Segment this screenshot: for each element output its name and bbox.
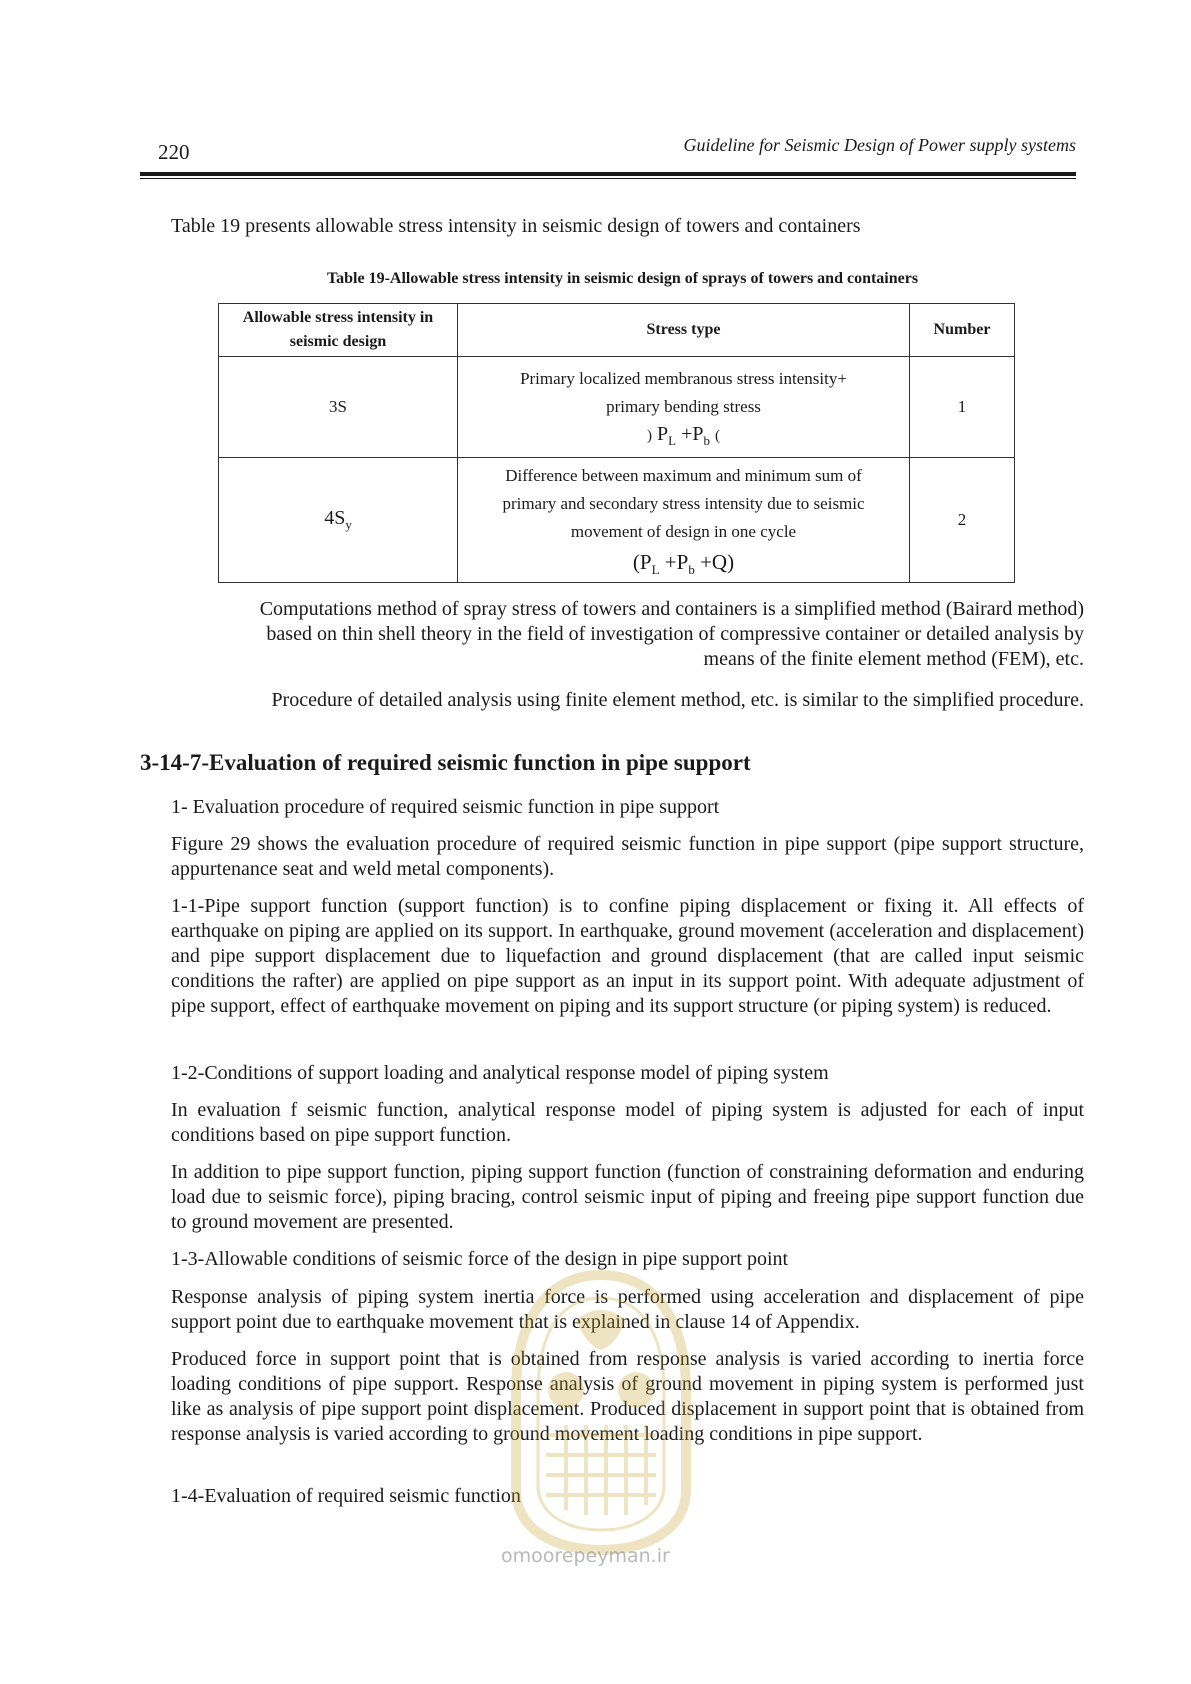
header-number: Number [910,304,1015,357]
paragraph-support-loading: 1-2-Conditions of support loading and analytical response model of piping system [171,1062,829,1084]
formula-tail: +Q) [700,550,735,574]
formula-symbol: P [676,550,689,574]
paragraph-line: Computations method of spray stress of towers and containers is a simplified method (Bairard method) [259,598,1084,620]
stress-line: Primary localized membranous stress intensity+ [520,369,847,388]
paragraph-figure-29: Figure 29 shows the evaluation procedure of required seismic function in pipe support (pipe support structure, appurtenance seat and weld metal components). [171,833,1084,880]
header-allowable-line1: Allowable stress intensity in [242,309,434,326]
cell-allowable [219,458,458,583]
cell-stress-type [458,357,910,458]
section-heading: 3-14-7-Evaluation of required seismic function in pipe support [140,750,751,775]
formula-subscript: b [688,562,695,577]
allowable-subscript: y [345,517,352,532]
header-rule-thin [140,178,1076,179]
formula-subscript: L [668,433,677,448]
paragraph-produced-force: Produced force in support point that is obtained from response analysis is varied according to inertia force loading conditions of pipe support. Response analysis of ground movement in piping system is performed just like as analysis of pipe support point displacement. Produced displacement in support point that is obtained from response analysis is varied according to ground movement loading conditions in pipe support. [171,1348,1084,1445]
page-number: 220 [158,140,190,164]
cell-allowable [219,357,458,458]
header-stress-type: Stress type [458,304,910,357]
formula-symbol: P [692,423,704,445]
cell-number: 1 [910,357,1015,458]
intro-paragraph: Table 19 presents allowable stress intensity in seismic design of towers and containers [171,215,861,237]
paragraph-pipe-support-function: 1-1-Pipe support function (support function) is to confine piping displacement or fixing it. All effects of earthquake on piping are applied on its support. In earthquake, ground movement (acceleration and displacement) and pipe support displacement due to liquefaction and ground displacement (that are called input seismic conditions the rafter) are applied on pipe support as an input in its support point. With adequate adjustment of pipe support, effect of earthquake movement on piping and its support structure (or piping system) is reduced. [171,895,1084,1017]
stress-line: Difference between maximum and minimum sum of [505,466,862,485]
formula-bracket-close: ( [714,428,720,444]
paragraph-piping-support: In addition to pipe support function, piping support function (function of constraining deformation and enduring load due to seismic force), piping bracing, control seismic input of piping and freeing pipe support function due to ground movement are presented. [171,1161,1084,1233]
paragraph-line: based on thin shell theory in the field of investigation of compressive container or detailed analysis by [266,623,1084,645]
table-caption: Table 19-Allowable stress intensity in seismic design of sprays of towers and containers [326,270,919,287]
formula-subscript: b [703,433,710,448]
stress-line: movement of design in one cycle [570,522,797,541]
stress-table [218,303,1015,583]
computations-paragraph [169,597,1084,672]
formula-operator: + [664,550,677,574]
table-row [219,458,1015,583]
stress-formula [462,550,905,578]
watermark-text: omoorepeyman.ir [501,1545,670,1567]
table-row [219,357,1015,458]
formula-operator: + [681,423,693,445]
running-title: Guideline for Seismic Design of Power supply systems [683,135,1076,155]
formula-symbol: P [657,423,669,445]
paragraph-required-function: 1-4-Evaluation of required seismic function [171,1485,521,1507]
header-allowable-stress [219,304,458,357]
formula-symbol: P [639,550,652,574]
paragraph-response-analysis: Response analysis of piping system inertia force is performed using acceleration and displacement of pipe support point due to earthquake movement that is explained in clause 14 of Appendix. [171,1286,1084,1333]
formula-bracket-open: ) [647,428,652,444]
stress-line: primary and secondary stress intensity due to seismic [502,494,865,513]
header-rule [140,172,1076,176]
cell-stress-type [458,458,910,583]
paragraph-line: means of the finite element method (FEM), etc. [703,648,1084,670]
allowable-value: 4S [324,507,346,529]
header-allowable-line2: seismic design [289,333,387,350]
cell-number: 2 [910,458,1015,583]
formula-subscript: L [651,562,660,577]
paragraph-evaluation-procedure: 1- Evaluation procedure of required seismic function in pipe support [171,796,720,818]
stress-formula [462,423,905,449]
paragraph-analytical-model: In evaluation f seismic function, analytical response model of piping system is adjusted for each of input conditions based on pipe support function. [171,1099,1084,1146]
stress-line: primary bending stress [606,397,761,416]
formula-bracket-open: ( [632,550,640,574]
table-header-row [219,304,1015,357]
paragraph-allowable-conditions: 1-3-Allowable conditions of seismic force of the design in pipe support point [171,1248,789,1270]
allowable-value: 3S [329,397,347,416]
procedure-paragraph: Procedure of detailed analysis using finite element method, etc. is similar to the simplified procedure. [271,689,1084,711]
